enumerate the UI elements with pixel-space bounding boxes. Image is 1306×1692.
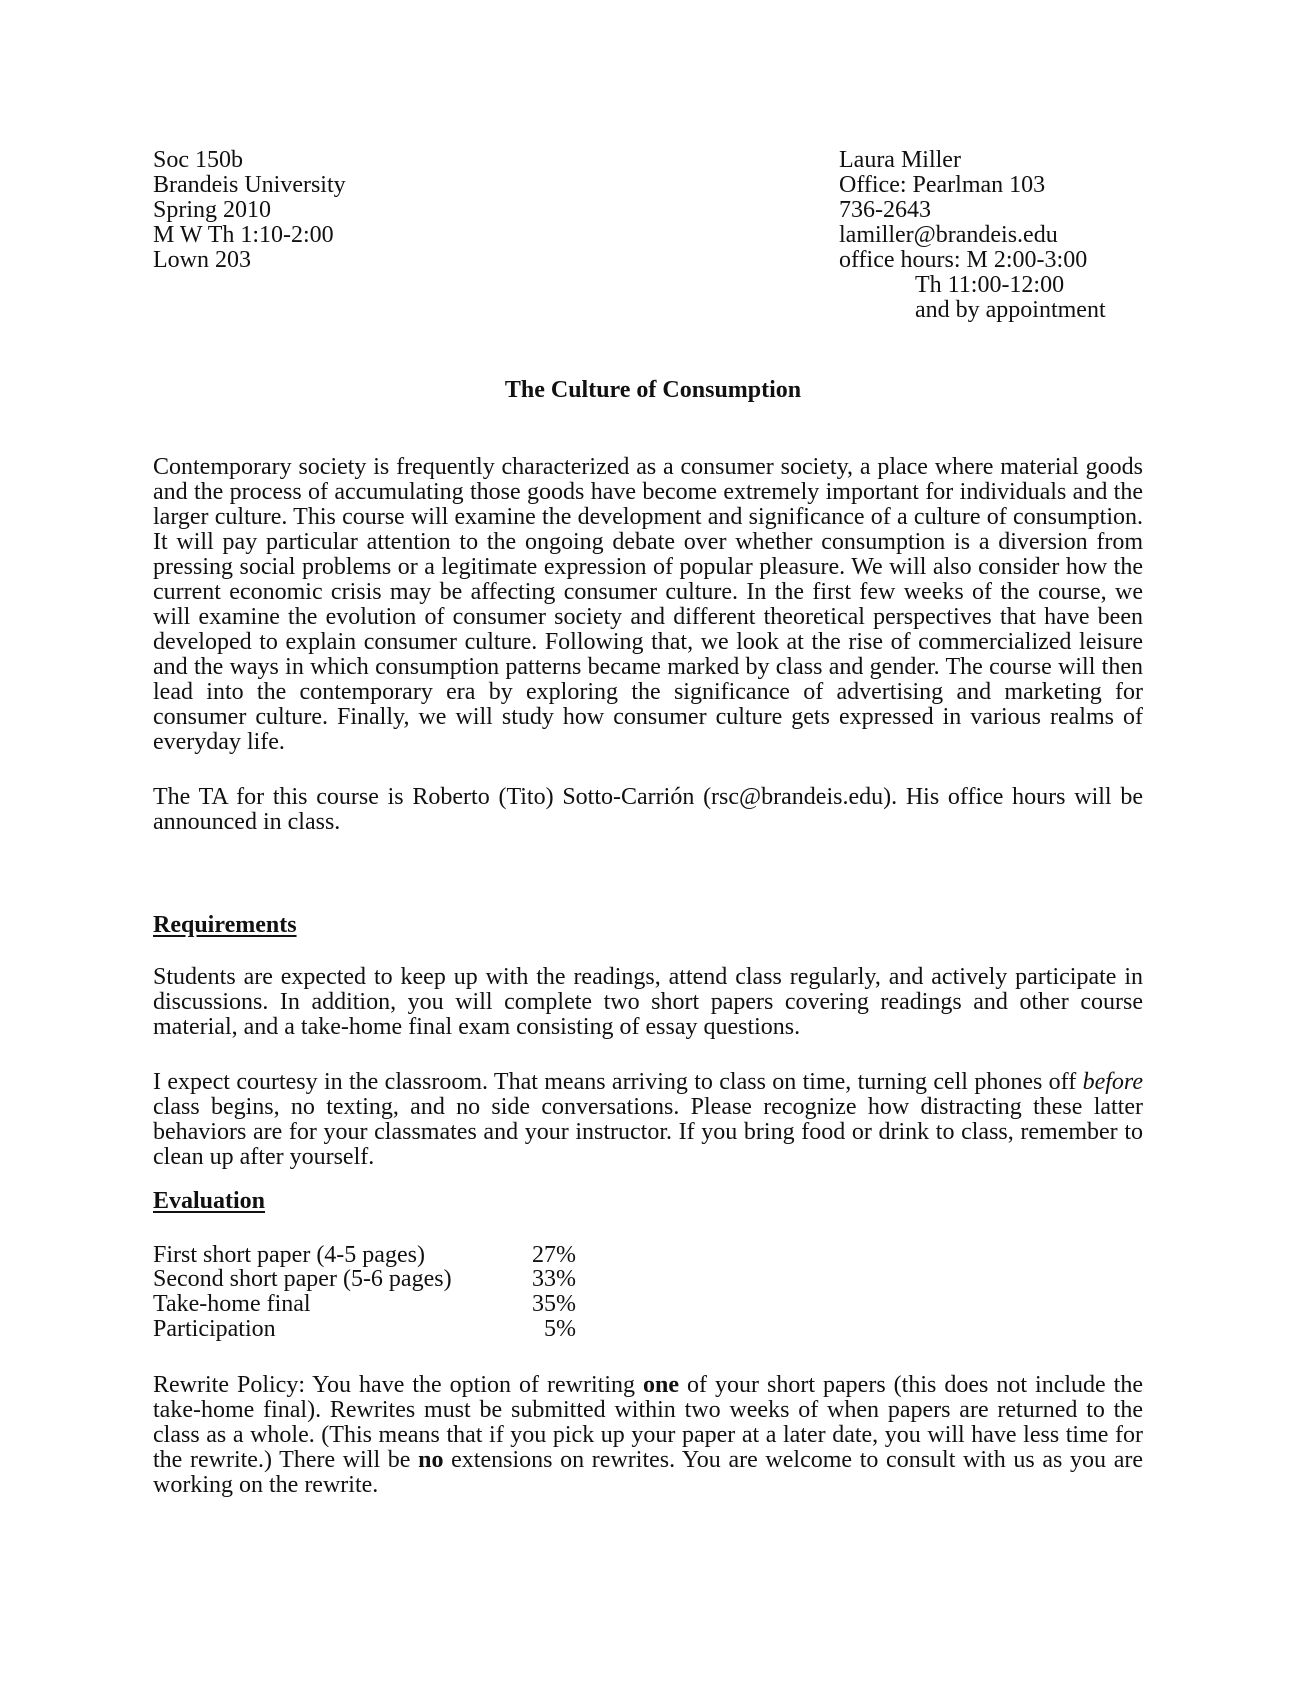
rewrite-bold-one: one xyxy=(643,1372,680,1398)
instructor-office: Office: Pearlman 103 xyxy=(839,172,1046,198)
semester: Spring 2010 xyxy=(153,197,272,223)
requirements-paragraph: Students are expected to keep up with the readings, attend class regularly, and actively participate in discussions. In addition, you will complete two short papers covering readings and other course material, and a take-home final exam consisting of essay questions. xyxy=(153,964,1143,1040)
evaluation-row xyxy=(153,1266,576,1292)
course-info xyxy=(153,148,346,273)
classroom: Lown 203 xyxy=(153,247,251,273)
evaluation-item-percent: 27% xyxy=(532,1242,576,1268)
course-title: The Culture of Consumption xyxy=(504,377,802,403)
ta-note: The TA for this course is Roberto (Tito) Sotto-Carrión (rsc@brandeis.edu). His office hours will be announced in class. xyxy=(153,784,1143,835)
instructor-name: Laura Miller xyxy=(839,147,961,173)
evaluation-item-label: Second short paper (5-6 pages) xyxy=(153,1266,452,1292)
rewrite-text-3: extensions on rewrites. You are welcome to consult with us as you are working on the rewrite. xyxy=(153,1447,1144,1498)
evaluation-item-label: Participation xyxy=(153,1316,276,1342)
course-description: Contemporary society is frequently characterized as a consumer society, a place where material goods and the process of accumulating those goods have become extremely important for individuals and the larger culture. This course will examine the development and significance of a culture of consumption. It will pay particular attention to the ongoing debate over whether consumption is a diversion from pressing social problems or a legitimate expression of popular pleasure. We will also consider how the current economic crisis may be affecting consumer culture. In the first few weeks of the course, we will examine the evolution of consumer society and different theoretical perspectives that have been developed to explain consumer culture. Following that, we look at the rise of commercialized leisure and the ways in which consumption patterns became marked by class and gender. The course will then lead into the contemporary era by exploring the significance of advertising and marketing for consumer culture. Finally, we will study how consumer culture gets expressed in various realms of everyday life. xyxy=(153,454,1143,755)
evaluation-item-label: Take-home final xyxy=(153,1291,311,1317)
courtesy-emphasis: before xyxy=(1082,1069,1143,1095)
instructor-phone: 736-2643 xyxy=(839,197,931,223)
requirements-heading: Requirements xyxy=(153,912,297,938)
courtesy-text-start: I expect courtesy in the classroom. That means arriving to class on time, turning cell phones off xyxy=(153,1069,1083,1095)
instructor-info xyxy=(839,148,1106,323)
courtesy-text-end: class begins, no texting, and no side conversations. Please recognize how distracting these latter behaviors are for your classmates and your instructor. If you bring food or drink to class, remember to clean up after yourself. xyxy=(153,1094,1143,1170)
evaluation-item-percent: 35% xyxy=(532,1291,576,1317)
evaluation-item-percent: 33% xyxy=(532,1266,576,1292)
class-schedule: M W Th 1:10-2:00 xyxy=(153,222,334,248)
office-hours-thursday: Th 11:00-12:00 xyxy=(915,272,1065,298)
rewrite-text-2: of your short papers (this does not include the take-home final). Rewrites must be submitted within two weeks of when papers are returned to the class as a whole. (This means that if you pick up your paper at a later date, you will have less time for the rewrite.) There will be xyxy=(153,1372,1143,1473)
evaluation-row xyxy=(153,1291,576,1317)
rewrite-bold-no: no xyxy=(418,1447,444,1473)
office-hours-appointment: and by appointment xyxy=(915,297,1106,323)
courtesy-paragraph xyxy=(153,1070,1143,1170)
office-hours: office hours: M 2:00-3:00 xyxy=(839,247,1088,273)
evaluation-row xyxy=(153,1316,576,1342)
instructor-email: lamiller@brandeis.edu xyxy=(839,222,1058,248)
evaluation-item-percent: 5% xyxy=(544,1316,576,1342)
evaluation-row xyxy=(153,1242,576,1268)
rewrite-policy xyxy=(153,1373,1143,1498)
evaluation-heading: Evaluation xyxy=(153,1188,266,1214)
rewrite-text-1: Rewrite Policy: You have the option of rewriting xyxy=(153,1372,644,1398)
course-code: Soc 150b xyxy=(153,147,243,173)
evaluation-item-label: First short paper (4-5 pages) xyxy=(153,1242,425,1268)
university: Brandeis University xyxy=(153,172,346,198)
